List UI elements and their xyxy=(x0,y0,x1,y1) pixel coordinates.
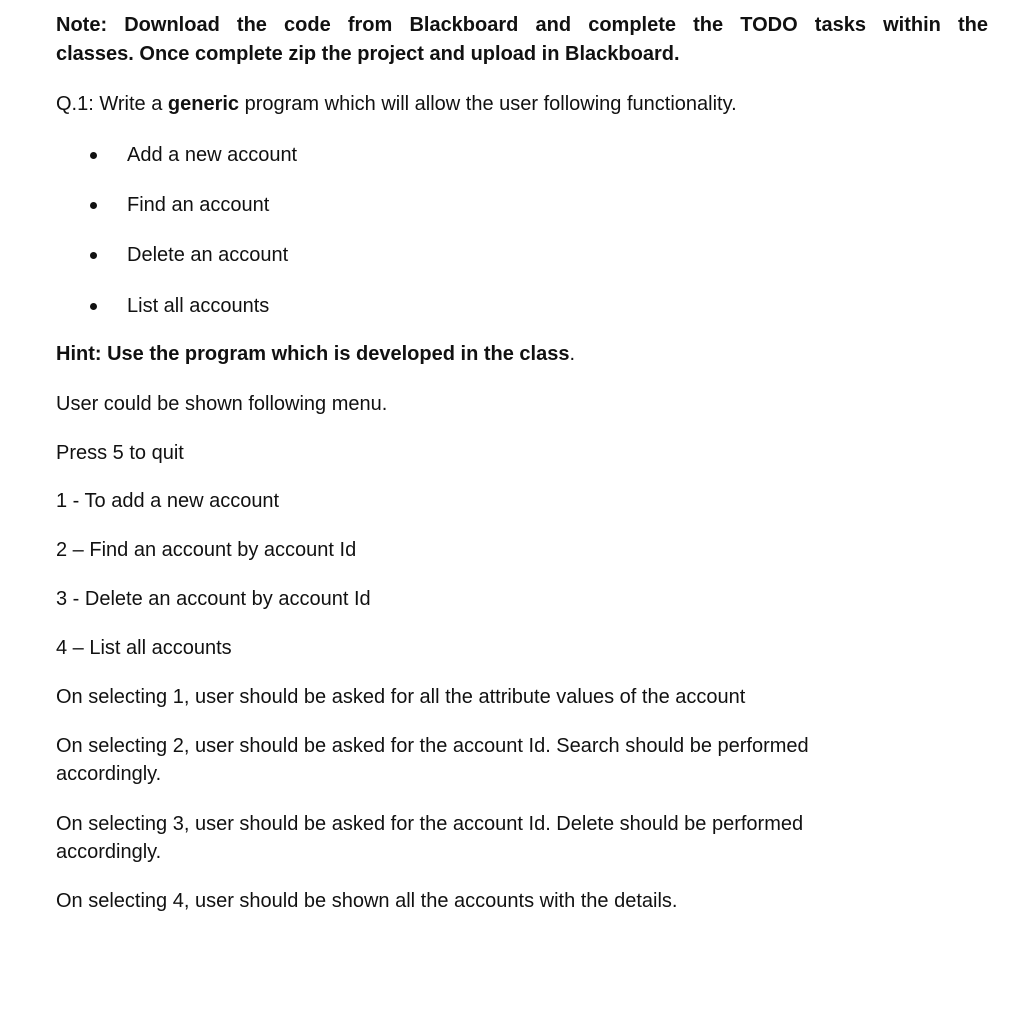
question-bold-word: generic xyxy=(167,93,240,115)
list-item-text: Delete an account xyxy=(127,244,289,266)
list-item-text: Find an account xyxy=(127,194,270,216)
menu-item-list: 4 – List all accounts xyxy=(56,637,232,659)
hint-line xyxy=(56,340,575,368)
selection-4-paragraph: On selecting 4, user should be shown all the accounts with the details. xyxy=(56,890,678,912)
bullet-icon xyxy=(90,252,97,259)
selection-2-paragraph: On selecting 2, user should be asked for the account Id. Search should be performed accordingly. xyxy=(56,735,809,785)
menu-item-quit: Press 5 to quit xyxy=(56,442,184,464)
question-line xyxy=(56,90,737,118)
menu-item-add: 1 - To add a new account xyxy=(56,490,280,512)
bullet-icon xyxy=(90,152,97,159)
note-paragraph xyxy=(56,11,988,69)
hint-bold: Hint: Use the program which is developed in the class xyxy=(56,343,570,365)
menu-item-find: 2 – Find an account by account Id xyxy=(56,539,357,561)
selection-3-paragraph: On selecting 3, user should be asked for the account Id. Delete should be performed accordingly. xyxy=(56,813,804,863)
question-suffix: program which will allow the user following functionality. xyxy=(239,93,737,115)
selection-1-paragraph: On selecting 1, user should be asked for all the attribute values of the account xyxy=(56,686,746,708)
bullet-icon xyxy=(90,303,97,310)
menu-item-delete: 3 - Delete an account by account Id xyxy=(56,588,371,610)
hint-tail: . xyxy=(569,343,576,365)
bullet-icon xyxy=(90,202,97,209)
note-line-1: Note: Download the code from Blackboard and complete the TODO tasks within the xyxy=(56,14,988,36)
list-item-text: Add a new account xyxy=(127,144,298,166)
menu-intro: User could be shown following menu. xyxy=(56,393,388,415)
note-line-2: classes. Once complete zip the project and upload in Blackboard. xyxy=(56,43,680,65)
question-prefix: Q.1: Write a xyxy=(56,93,168,115)
list-item-text: List all accounts xyxy=(127,295,270,317)
